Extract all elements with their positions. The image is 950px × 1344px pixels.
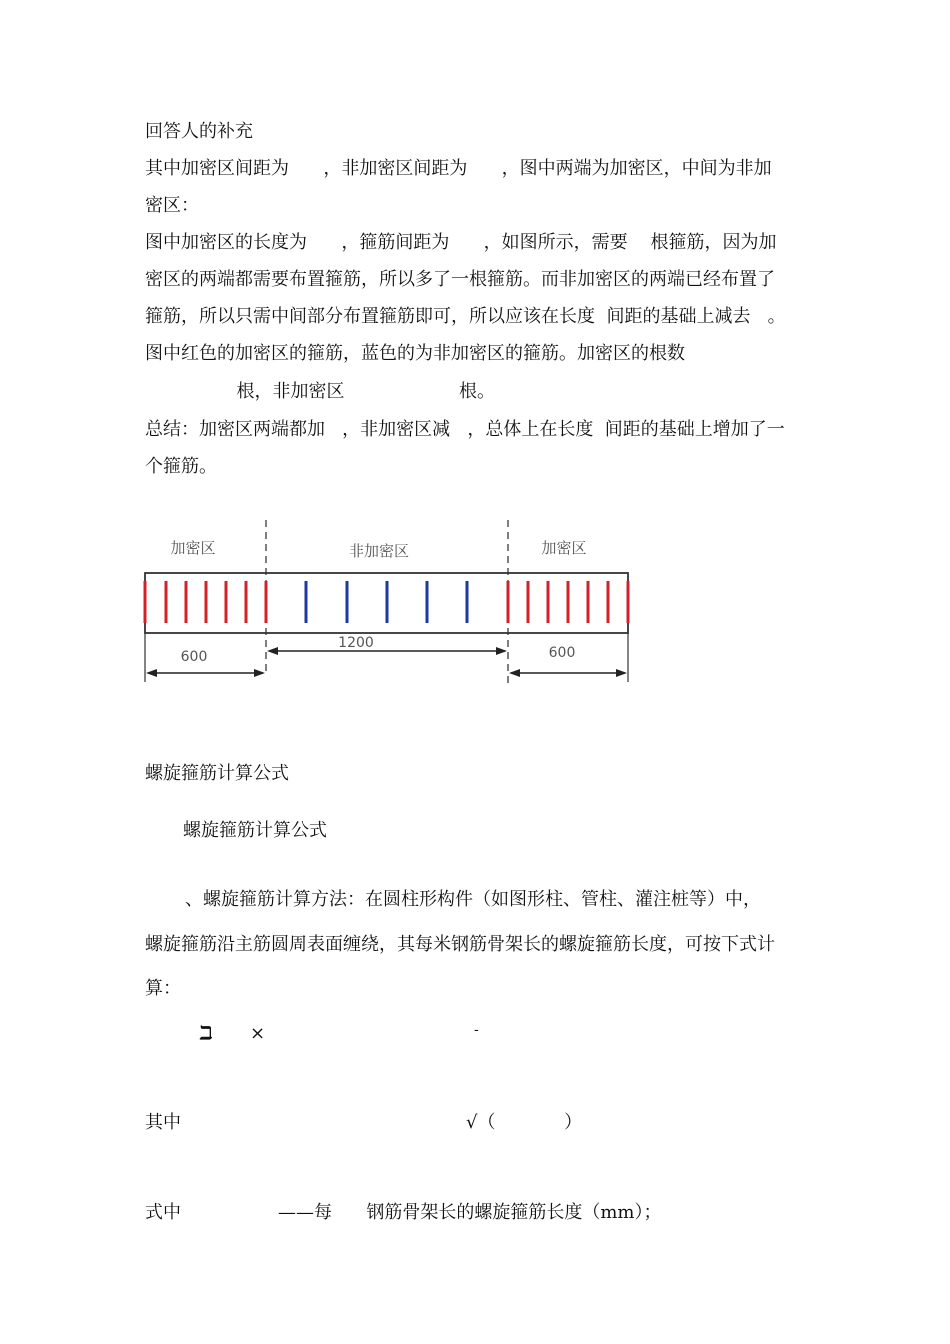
paragraph-line: 密区的两端都需要布置箍筋，所以多了一根箍筋。而非加密区的两端已经布置了 [145, 269, 775, 290]
paragraph-line: 其中加密区间距为 ，非加密区间距为 ，图中两端为加密区，中间为非加 [145, 158, 772, 179]
section-heading: 螺旋箍筋计算公式 [145, 763, 289, 784]
arrowhead [146, 669, 157, 677]
zone-right-label: 加密区 [541, 539, 587, 557]
formula-note-text: ——每 钢筋骨架长的螺旋箍筋长度（mm）； [278, 1202, 662, 1223]
paragraph-line: 图中加密区的长度为 ，箍筋间距为 ，如图所示，需要 根箍筋，因为加 [145, 232, 777, 253]
arrowhead [496, 647, 507, 655]
zone-left-label: 加密区 [170, 539, 216, 557]
sparse-stirrups-middle [306, 581, 467, 623]
arrowhead [254, 669, 265, 677]
paragraph-line: 算： [145, 978, 181, 999]
arrowhead [267, 647, 278, 655]
arrowhead [616, 669, 627, 677]
formula-times: × [250, 1023, 266, 1044]
where-label: 其中 [145, 1112, 181, 1133]
paragraph-line: 个箍筋。 [145, 456, 217, 477]
formula-dash: - [474, 1022, 479, 1038]
formula-note-label: 式中 [145, 1202, 181, 1223]
paragraph-line: 图中红色的加密区的箍筋，蓝色的为非加密区的箍筋。加密区的根数 [145, 343, 685, 364]
formula-symbol: ℶ [200, 1023, 213, 1044]
zone-middle-label: 非加密区 [348, 542, 410, 560]
section-title: 回答人的补充 [145, 121, 253, 142]
section-subheading: 螺旋箍筋计算公式 [183, 820, 327, 841]
paragraph-line: 箍筋，所以只需中间部分布置箍筋即可，所以应该在长度 间距的基础上减去 。 [145, 306, 786, 327]
dimension-left-label: 600 [180, 649, 208, 665]
arrowhead [509, 669, 520, 677]
dense-stirrups-left [145, 581, 266, 623]
stirrup-zone-diagram [138, 512, 638, 692]
dimension-right-label: 600 [548, 645, 576, 661]
where-formula: √（ ） [466, 1112, 583, 1133]
paragraph-line: 螺旋箍筋沿主筋圆周表面缠绕，其每米钢筋骨架长的螺旋箍筋长度，可按下式计 [145, 934, 775, 955]
paragraph-line: 根，非加密区 根。 [145, 381, 495, 402]
paragraph-line: 、螺旋箍筋计算方法：在圆柱形构件（如图形柱、管柱、灌注桩等）中， [185, 889, 761, 910]
dense-stirrups-right [508, 581, 628, 623]
paragraph-line: 密区： [145, 195, 199, 216]
dimension-middle-label: 1200 [338, 635, 374, 651]
paragraph-line: 总结：加密区两端都加 ，非加密区减 ，总体上在长度 间距的基础上增加了一 [145, 419, 785, 440]
